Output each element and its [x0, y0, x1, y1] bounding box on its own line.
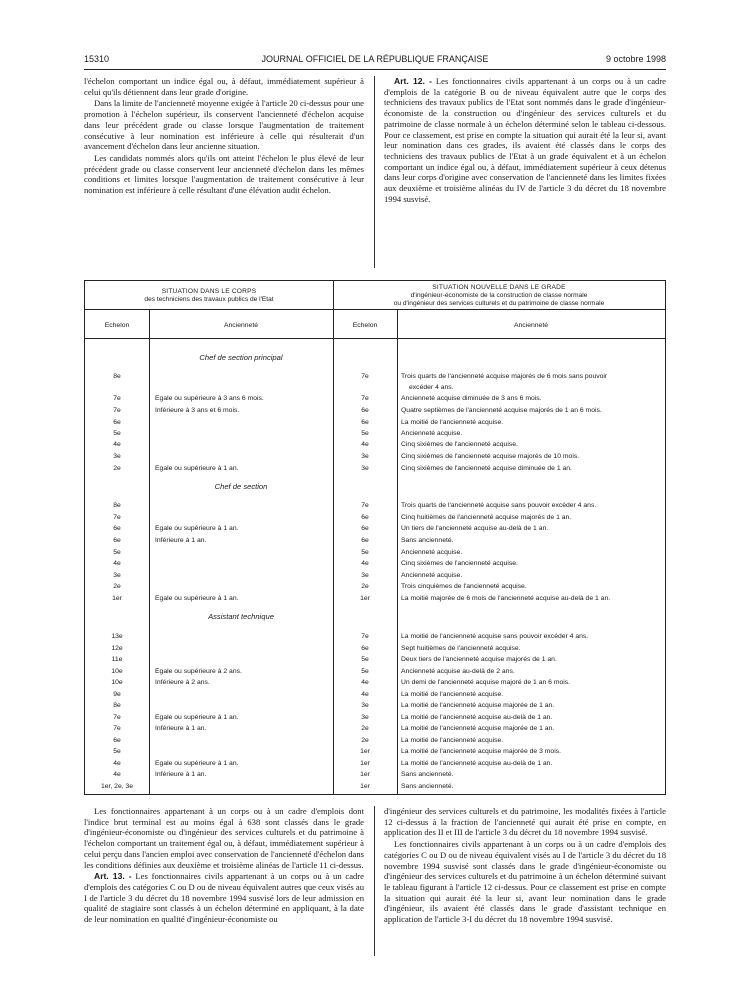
- header-rule: [84, 69, 666, 70]
- echelon-cell: 11e: [111, 656, 123, 663]
- table-row: [85, 463, 667, 474]
- echelon-cell: 4e: [361, 441, 369, 448]
- table-row: [85, 417, 667, 428]
- article-text: Les fonctionnaires civils appartenant à un corps ou à un cadre d'emplois de la catégorie B ou de niveau équivalent autre que le corps des techniciens des travaux publics de l'Etat sont nommés dans le grade d'ingénieur-économiste de la construction ou d'ingénieur des services culturels et du patrimoine de classe normale à un échelon déterminé selon le tableau ci-dessous. Pour ce classement, est prise en compte la situation qui aurait été la leur si, avant leur nomination dans ces grades, ils avaient été classés dans le corps des techniciens des travaux publics de l'Etat à un grade équivalent et à un échelon comportant un indice égal ou, à défaut, immédiatement supérieur à ceux détenus dans leur corps d'origine avec conservation de l'ancienneté dans les limites fixées aux deuxième et troisième alinéas du IV de l'article 3 du décret du 18 novembre 1994 susvisé.: [384, 76, 666, 204]
- echelon-cell: 7e: [113, 714, 121, 721]
- table-row: [85, 393, 667, 404]
- anciennete-cell: Egale ou supérieure à 3 ans 6 mois.: [155, 395, 264, 402]
- echelon-cell: 4e: [113, 771, 121, 778]
- anciennete-cell: Sept huitièmes de l'ancienneté acquise.: [401, 645, 521, 652]
- anciennete-cell: Egale ou supérieure à 1 an.: [155, 595, 239, 602]
- top-left-column: [84, 76, 364, 197]
- header-line: ou d'ingénieur des services culturels et du patrimoine de classe normale: [393, 300, 605, 307]
- echelon-cell: 7e: [361, 502, 369, 509]
- issue-date: 9 octobre 1998: [605, 54, 666, 64]
- anciennete-cell: La moitié de l'ancienneté acquise.: [401, 737, 504, 744]
- bottom-left-column: [84, 806, 364, 926]
- anciennete-cell: La moitié de l'ancienneté acquise majorée de 1 an.: [401, 702, 555, 709]
- echelon-cell: 4e: [361, 691, 369, 698]
- paragraph: Les fonctionnaires appartenant à un corps ou à un cadre d'emplois dont l'indice brut terminal est au moins égal à 638 sont classés dans le grade d'ingénieur-économiste ou d'ingénieur des services culturels et du patrimoine à l'échelon comportant un traitement égal ou, à défaut, immédiatement supérieur à celui perçu dans l'ancien emploi avec conservation de l'ancienneté d'échelon dans les conditions définies aux deuxième et troisième alinéas de l'article 11 ci-dessus.: [84, 806, 365, 870]
- echelon-cell: 4e: [361, 679, 369, 686]
- page-header: [84, 54, 666, 68]
- echelon-cell: 3e: [361, 572, 369, 579]
- table-row: [85, 451, 667, 462]
- echelon-cell: 10e: [111, 668, 123, 675]
- table-row: [85, 712, 667, 723]
- table-rule: [85, 338, 665, 339]
- echelon-cell: 7e: [113, 395, 121, 402]
- echelon-cell: 6e: [361, 537, 369, 544]
- echelon-cell: 1er: [360, 760, 370, 767]
- echelon-cell: 6e: [361, 525, 369, 532]
- column-header-echelon: Echelon: [352, 322, 378, 329]
- table-row: [85, 643, 667, 654]
- echelon-cell: 5e: [361, 668, 369, 675]
- article-text: Les fonctionnaires civils appartenant à un corps ou à un cadre d'emplois des catégories C ou D ou de niveau équivalent autres que ceux visés au I de l'article 3 du décret du 18 novembre 1994 susvisé lors de leur admission en qualité de stagiaire sont classés à un échelon déterminé en appliquant, à la date de leur nomination en qualité d'ingénieur-économiste ou: [84, 871, 364, 925]
- echelon-cell: 3e: [361, 453, 369, 460]
- table-row: [85, 405, 667, 416]
- echelon-cell: 2e: [113, 583, 121, 590]
- anciennete-cell: La moitié majorée de 6 mois de l'ancienneté acquise au-delà de 1 an.: [401, 595, 611, 602]
- echelon-cell: 6e: [361, 419, 369, 426]
- table-row: [85, 666, 667, 677]
- anciennete-cell: Sans ancienneté.: [401, 771, 454, 778]
- echelon-cell: 2e: [361, 737, 369, 744]
- anciennete-cell: Egale ou supérieure à 2 ans.: [155, 668, 242, 675]
- anciennete-cell: Cinq sixièmes de l'ancienneté acquise.: [401, 560, 518, 567]
- anciennete-cell: La moitié de l'ancienneté acquise.: [401, 691, 504, 698]
- echelon-cell: 1er: [112, 595, 122, 602]
- column-header-echelon: Echelon: [104, 322, 130, 329]
- table-row: [85, 769, 667, 780]
- anciennete-cell: Ancienneté acquise.: [401, 572, 463, 579]
- anciennete-cell: Cinq sixièmes de l'ancienneté acquise diminuée de 1 an.: [401, 465, 572, 472]
- anciennete-cell: Ancienneté acquise.: [401, 430, 463, 437]
- header-line: SITUATION NOUVELLE DANS LE GRADE: [432, 284, 566, 291]
- right-group-header: [333, 284, 665, 308]
- echelon-cell: 3e: [361, 714, 369, 721]
- echelon-cell: 2e: [361, 583, 369, 590]
- header-line: d'ingénieur-économiste de la construction de classe normale: [410, 292, 588, 299]
- anciennete-cell: Inférieure à 1 an.: [155, 537, 207, 544]
- echelon-cell: 7e: [361, 633, 369, 640]
- echelon-cell: 6e: [113, 537, 121, 544]
- echelon-cell: 9e: [113, 691, 121, 698]
- table-row: [85, 654, 667, 665]
- echelon-cell: 12e: [111, 645, 123, 652]
- table-row: [85, 700, 667, 711]
- anciennete-cell: Egale ou supérieure à 1 an.: [155, 714, 239, 721]
- paragraph: Les fonctionnaires civils appartenant à un corps ou à un cadre d'emplois des catégories C ou D ou de niveau équivalent visés au I de l'article 3 du décret du 18 novembre 1994 susvisé sont classés dans le grade d'ingénieur-économiste ou d'ingénieur des services culturels et du patrimoine à un échelon déterminé suivant le tableau figurant à l'article 12 ci-dessus. Pour ce classement est prise en compte la situation qui aurait été la leur si, avant leur nomination dans le grade d'ingénieur, ils avaient été classés dans le grade d'assistant technique en application de l'article 3-I du décret du 18 novembre 1994 susvisé.: [384, 839, 666, 925]
- echelon-cell: 1er, 2e, 3e: [100, 783, 134, 790]
- table-row: [85, 735, 667, 746]
- anciennete-cell: Sans ancienneté.: [401, 783, 454, 790]
- header-line: SITUATION DANS LE CORPS: [161, 288, 257, 295]
- echelon-cell: 3e: [113, 453, 121, 460]
- table-row: [85, 570, 667, 581]
- anciennete-cell: Ancienneté acquise au-delà de 2 ans.: [401, 668, 515, 675]
- table-row: [85, 371, 667, 393]
- anciennete-cell: Cinq sixièmes de l'ancienneté acquise.: [401, 441, 518, 448]
- table-row: [85, 689, 667, 700]
- anciennete-cell: La moitié de l'ancienneté acquise majorée de 3 mois.: [401, 748, 561, 755]
- echelon-cell: 1er: [360, 783, 370, 790]
- echelon-cell: 8e: [113, 502, 121, 509]
- echelon-cell: 13e: [111, 633, 123, 640]
- anciennete-cell: Ancienneté acquise diminuée de 3 ans 6 mois.: [401, 395, 542, 402]
- anciennete-cell: La moitié de l'ancienneté acquise majorée de 1 an.: [401, 725, 555, 732]
- echelon-cell: 2e: [113, 465, 121, 472]
- article-label: Art. 13. -: [94, 871, 132, 882]
- anciennete-cell: Cinq sixièmes de l'ancienneté acquise majorés de 10 mois.: [401, 453, 580, 460]
- anciennete-cell: La moitié de l'ancienneté acquise au-delà de 1 an.: [401, 714, 553, 721]
- column-header-anciennete: Ancienneté: [513, 322, 548, 329]
- echelon-cell: 4e: [113, 760, 121, 767]
- anciennete-cell: Egale ou supérieure à 1 an.: [155, 465, 239, 472]
- table-row: [85, 500, 667, 511]
- anciennete-cell: Egale ou supérieure à 1 an.: [155, 525, 239, 532]
- paragraph: Les candidats nommés alors qu'ils ont atteint l'échelon le plus élevé de leur précédent grade ou classe conservent leur ancienneté d'échelon dans les mêmes conditions et limites lorsque l'augmentation de traitement consécutive à leur nomination est inférieure à celle résultant d'une élévation audit échelon.: [84, 152, 364, 196]
- page-number: 15310: [84, 54, 110, 64]
- table-row: [85, 547, 667, 558]
- header-line: des techniciens des travaux publics de l'Etat: [144, 296, 274, 303]
- bottom-right-column: [384, 806, 666, 926]
- echelon-cell: 4e: [361, 560, 369, 567]
- anciennete-cell: Quatre septièmes de l'ancienneté acquise majorés de 1 an 6 mois.: [401, 407, 602, 414]
- anciennete-cell: La moitié de l'ancienneté acquise sans pouvoir excéder 4 ans.: [401, 633, 589, 640]
- anciennete-line: excéder 4 ans.: [409, 384, 454, 391]
- echelon-cell: 8e: [113, 373, 121, 380]
- echelon-cell: 5e: [113, 748, 121, 755]
- anciennete-cell: Deux tiers de l'ancienneté acquise majorés de 1 an.: [401, 656, 557, 663]
- echelon-cell: 6e: [113, 737, 121, 744]
- section-title: Chef de section: [214, 482, 268, 491]
- table-rule: [85, 309, 665, 310]
- echelon-cell: 7e: [361, 373, 369, 380]
- table-row: [85, 512, 667, 523]
- anciennete-cell: Sans ancienneté.: [401, 537, 454, 544]
- table-row: [85, 593, 667, 604]
- anciennete-line: Trois quarts de l'ancienneté acquise majorés de 6 mois sans pouvoir: [401, 373, 608, 380]
- echelon-cell: 7e: [113, 514, 121, 521]
- echelon-cell: 5e: [361, 656, 369, 663]
- echelon-cell: 6e: [361, 514, 369, 521]
- echelon-cell: 7e: [113, 725, 121, 732]
- echelon-cell: 8e: [113, 702, 121, 709]
- anciennete-cell: Inférieure à 3 ans et 6 mois.: [155, 407, 240, 414]
- section-title: Assistant technique: [208, 612, 274, 621]
- classification-table: [84, 280, 666, 795]
- paragraph: l'échelon comportant un indice égal ou, à défaut, immédiatement supérieur à celui qu'ils détiennent dans leur grade d'origine.: [84, 76, 364, 97]
- anciennete-cell: La moitié de l'ancienneté acquise.: [401, 419, 504, 426]
- table-row: [85, 535, 667, 546]
- table-row: [85, 781, 667, 792]
- section-title: Chef de section principal: [199, 353, 283, 362]
- echelon-cell: 1er: [360, 595, 370, 602]
- paragraph: d'ingénieur des services culturels et du patrimoine, les modalités fixées à l'article 12 ci-dessus à la fraction de l'ancienneté qui aurait été prise en compte, en application des II et III de l'article 3 du décret du 18 novembre 1994 susvisé.: [384, 806, 666, 838]
- echelon-cell: 3e: [361, 465, 369, 472]
- echelon-cell: 10e: [111, 679, 123, 686]
- anciennete-cell: Trois cinquièmes de l'ancienneté acquise.: [401, 583, 527, 590]
- anciennete-cell: Egale ou supérieure à 1 an.: [155, 760, 239, 767]
- anciennete-cell: [401, 371, 607, 393]
- journal-title: JOURNAL OFFICIEL DE LA RÉPUBLIQUE FRANÇAISE: [261, 54, 489, 64]
- table-row: [85, 677, 667, 688]
- echelon-cell: 1er: [360, 748, 370, 755]
- echelon-cell: 2e: [361, 725, 369, 732]
- anciennete-cell: Trois quarts de l'ancienneté acquise sans pouvoir excéder 4 ans.: [401, 502, 597, 509]
- echelon-cell: 7e: [361, 395, 369, 402]
- anciennete-cell: Inférieure à 2 ans.: [155, 679, 210, 686]
- column-divider: [374, 806, 375, 956]
- table-row: [85, 428, 667, 439]
- echelon-cell: 4e: [113, 441, 121, 448]
- paragraph: Dans la limite de l'ancienneté moyenne exigée à l'article 20 ci-dessus pour une promotion à l'échelon supérieur, ils conservent l'ancienneté d'échelon acquise dans leur précédent grade ou classe lorsque l'augmentation de traitement consécutive à leur nomination est inférieure à celle qui résulterait d'un avancement d'échelon dans leur ancienne situation.: [84, 98, 364, 152]
- anciennete-cell: Inférieure à 1 an.: [155, 725, 207, 732]
- echelon-cell: 6e: [113, 419, 121, 426]
- echelon-cell: 1er: [360, 771, 370, 778]
- table-row: [85, 631, 667, 642]
- table-row: [85, 723, 667, 734]
- echelon-cell: 5e: [113, 430, 121, 437]
- echelon-cell: 3e: [113, 572, 121, 579]
- echelon-cell: 5e: [113, 549, 121, 556]
- left-group-header: [85, 288, 333, 304]
- table-row: [85, 558, 667, 569]
- echelon-cell: 5e: [361, 430, 369, 437]
- echelon-cell: 5e: [361, 549, 369, 556]
- anciennete-cell: La moitié de l'ancienneté acquise au-delà de 1 an.: [401, 760, 553, 767]
- echelon-cell: 4e: [113, 560, 121, 567]
- table-row: [85, 746, 667, 757]
- anciennete-cell: Ancienneté acquise.: [401, 549, 463, 556]
- article-label: Art. 12. -: [394, 76, 432, 86]
- anciennete-cell: Cinq huitièmes de l'ancienneté acquise majorés de 1 an.: [401, 514, 572, 521]
- echelon-cell: 6e: [113, 525, 121, 532]
- column-divider: [374, 76, 375, 268]
- echelon-cell: 6e: [361, 407, 369, 414]
- table-row: [85, 581, 667, 592]
- top-right-column: [384, 76, 666, 205]
- anciennete-cell: Inférieure à 1 an.: [155, 771, 207, 778]
- column-header-anciennete: Ancienneté: [223, 322, 258, 329]
- table-row: [85, 523, 667, 534]
- anciennete-cell: Un tiers de l'ancienneté acquise au-delà de 1 an.: [401, 525, 549, 532]
- anciennete-cell: Un demi de l'ancienneté acquise majoré de 1 an 6 mois.: [401, 679, 571, 686]
- echelon-cell: 3e: [361, 702, 369, 709]
- table-row: [85, 758, 667, 769]
- table-row: [85, 439, 667, 450]
- echelon-cell: 6e: [361, 645, 369, 652]
- echelon-cell: 7e: [113, 407, 121, 414]
